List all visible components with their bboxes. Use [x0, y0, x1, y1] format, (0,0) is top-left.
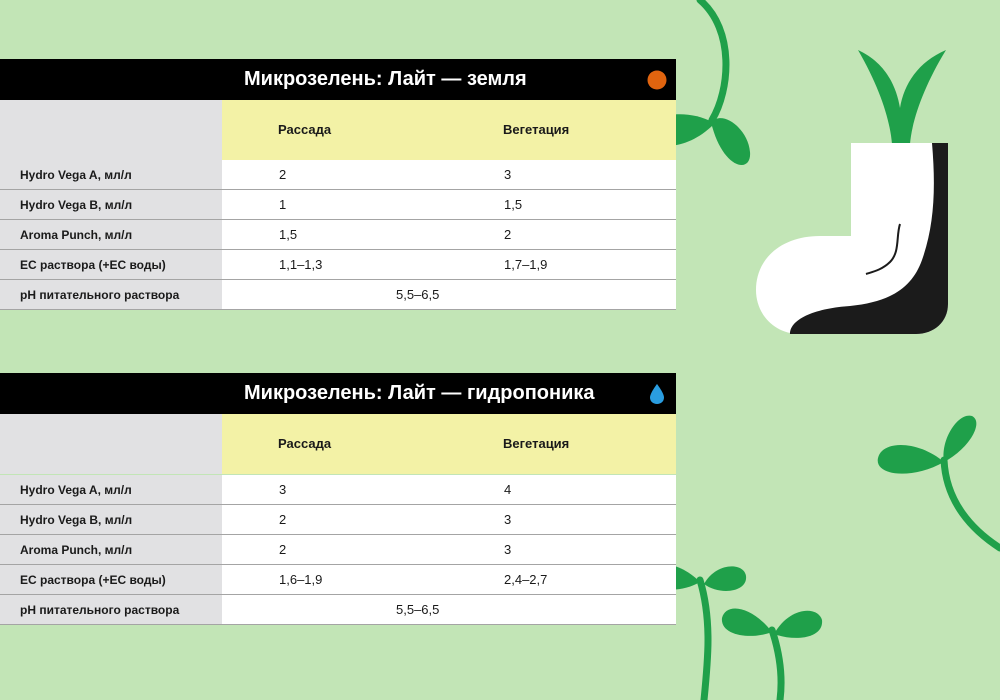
table-title-bar: [0, 59, 676, 100]
table-row: [0, 280, 676, 310]
cell-span-value: 5,5–6,5: [396, 287, 440, 302]
table-row: [0, 475, 676, 505]
cell-vegetation: 4: [504, 482, 512, 497]
column-header-seedling: Рассада: [278, 436, 332, 451]
cell-vegetation: 3: [504, 167, 512, 182]
row-label: EC раствора (+EC воды): [0, 565, 222, 595]
row-label: Hydro Vega B, мл/л: [0, 190, 222, 220]
table-row: [0, 595, 676, 625]
row-label: Hydro Vega B, мл/л: [0, 505, 222, 535]
cell-seedling: 2: [279, 542, 287, 557]
column-header-vegetation: Вегетация: [503, 122, 570, 137]
row-label: Aroma Punch, мл/л: [0, 535, 222, 565]
column-header-vegetation: Вегетация: [503, 436, 570, 451]
table-row: [0, 220, 676, 250]
row-label: pH питательного раствора: [0, 280, 222, 310]
cell-vegetation: 2,4–2,7: [504, 572, 548, 587]
soil-dot-icon: [646, 69, 668, 91]
cell-seedling: 2: [279, 167, 287, 182]
column-header-seedling: Рассада: [278, 122, 332, 137]
cell-seedling: 3: [279, 482, 287, 497]
cell-seedling: 1: [279, 197, 287, 212]
cell-span-value: 5,5–6,5: [396, 602, 440, 617]
row-label: Hydro Vega A, мл/л: [0, 160, 222, 190]
cell-vegetation: 3: [504, 512, 512, 527]
table-title-bar: [0, 373, 676, 414]
row-label: pH питательного раствора: [0, 595, 222, 625]
cell-seedling: 1,6–1,9: [279, 572, 323, 587]
cell-seedling: 1,1–1,3: [279, 257, 323, 272]
row-label: EC раствора (+EC воды): [0, 250, 222, 280]
column-header-row: [222, 414, 676, 474]
sock-plant-icon: [756, 50, 948, 334]
table-row: [0, 250, 676, 280]
cell-vegetation: 1,5: [504, 197, 523, 212]
cell-vegetation: 1,7–1,9: [504, 257, 548, 272]
cell-vegetation: 3: [504, 542, 512, 557]
table-row: [0, 565, 676, 595]
table-title: Микрозелень: Лайт — земля: [244, 68, 527, 90]
table-row: [0, 535, 676, 565]
cell-seedling: 1,5: [279, 227, 298, 242]
water-drop-icon: [646, 383, 668, 405]
cell-seedling: 2: [279, 512, 287, 527]
table-title: Микрозелень: Лайт — гидропоника: [244, 382, 595, 404]
row-label: Hydro Vega A, мл/л: [0, 475, 222, 505]
table-row: [0, 190, 676, 220]
table-row: [0, 505, 676, 535]
right-sprout-icon: [878, 416, 1000, 548]
cell-vegetation: 2: [504, 227, 512, 242]
row-label: Aroma Punch, мл/л: [0, 220, 222, 250]
table-row: [0, 160, 676, 190]
column-header-row: [222, 100, 676, 160]
